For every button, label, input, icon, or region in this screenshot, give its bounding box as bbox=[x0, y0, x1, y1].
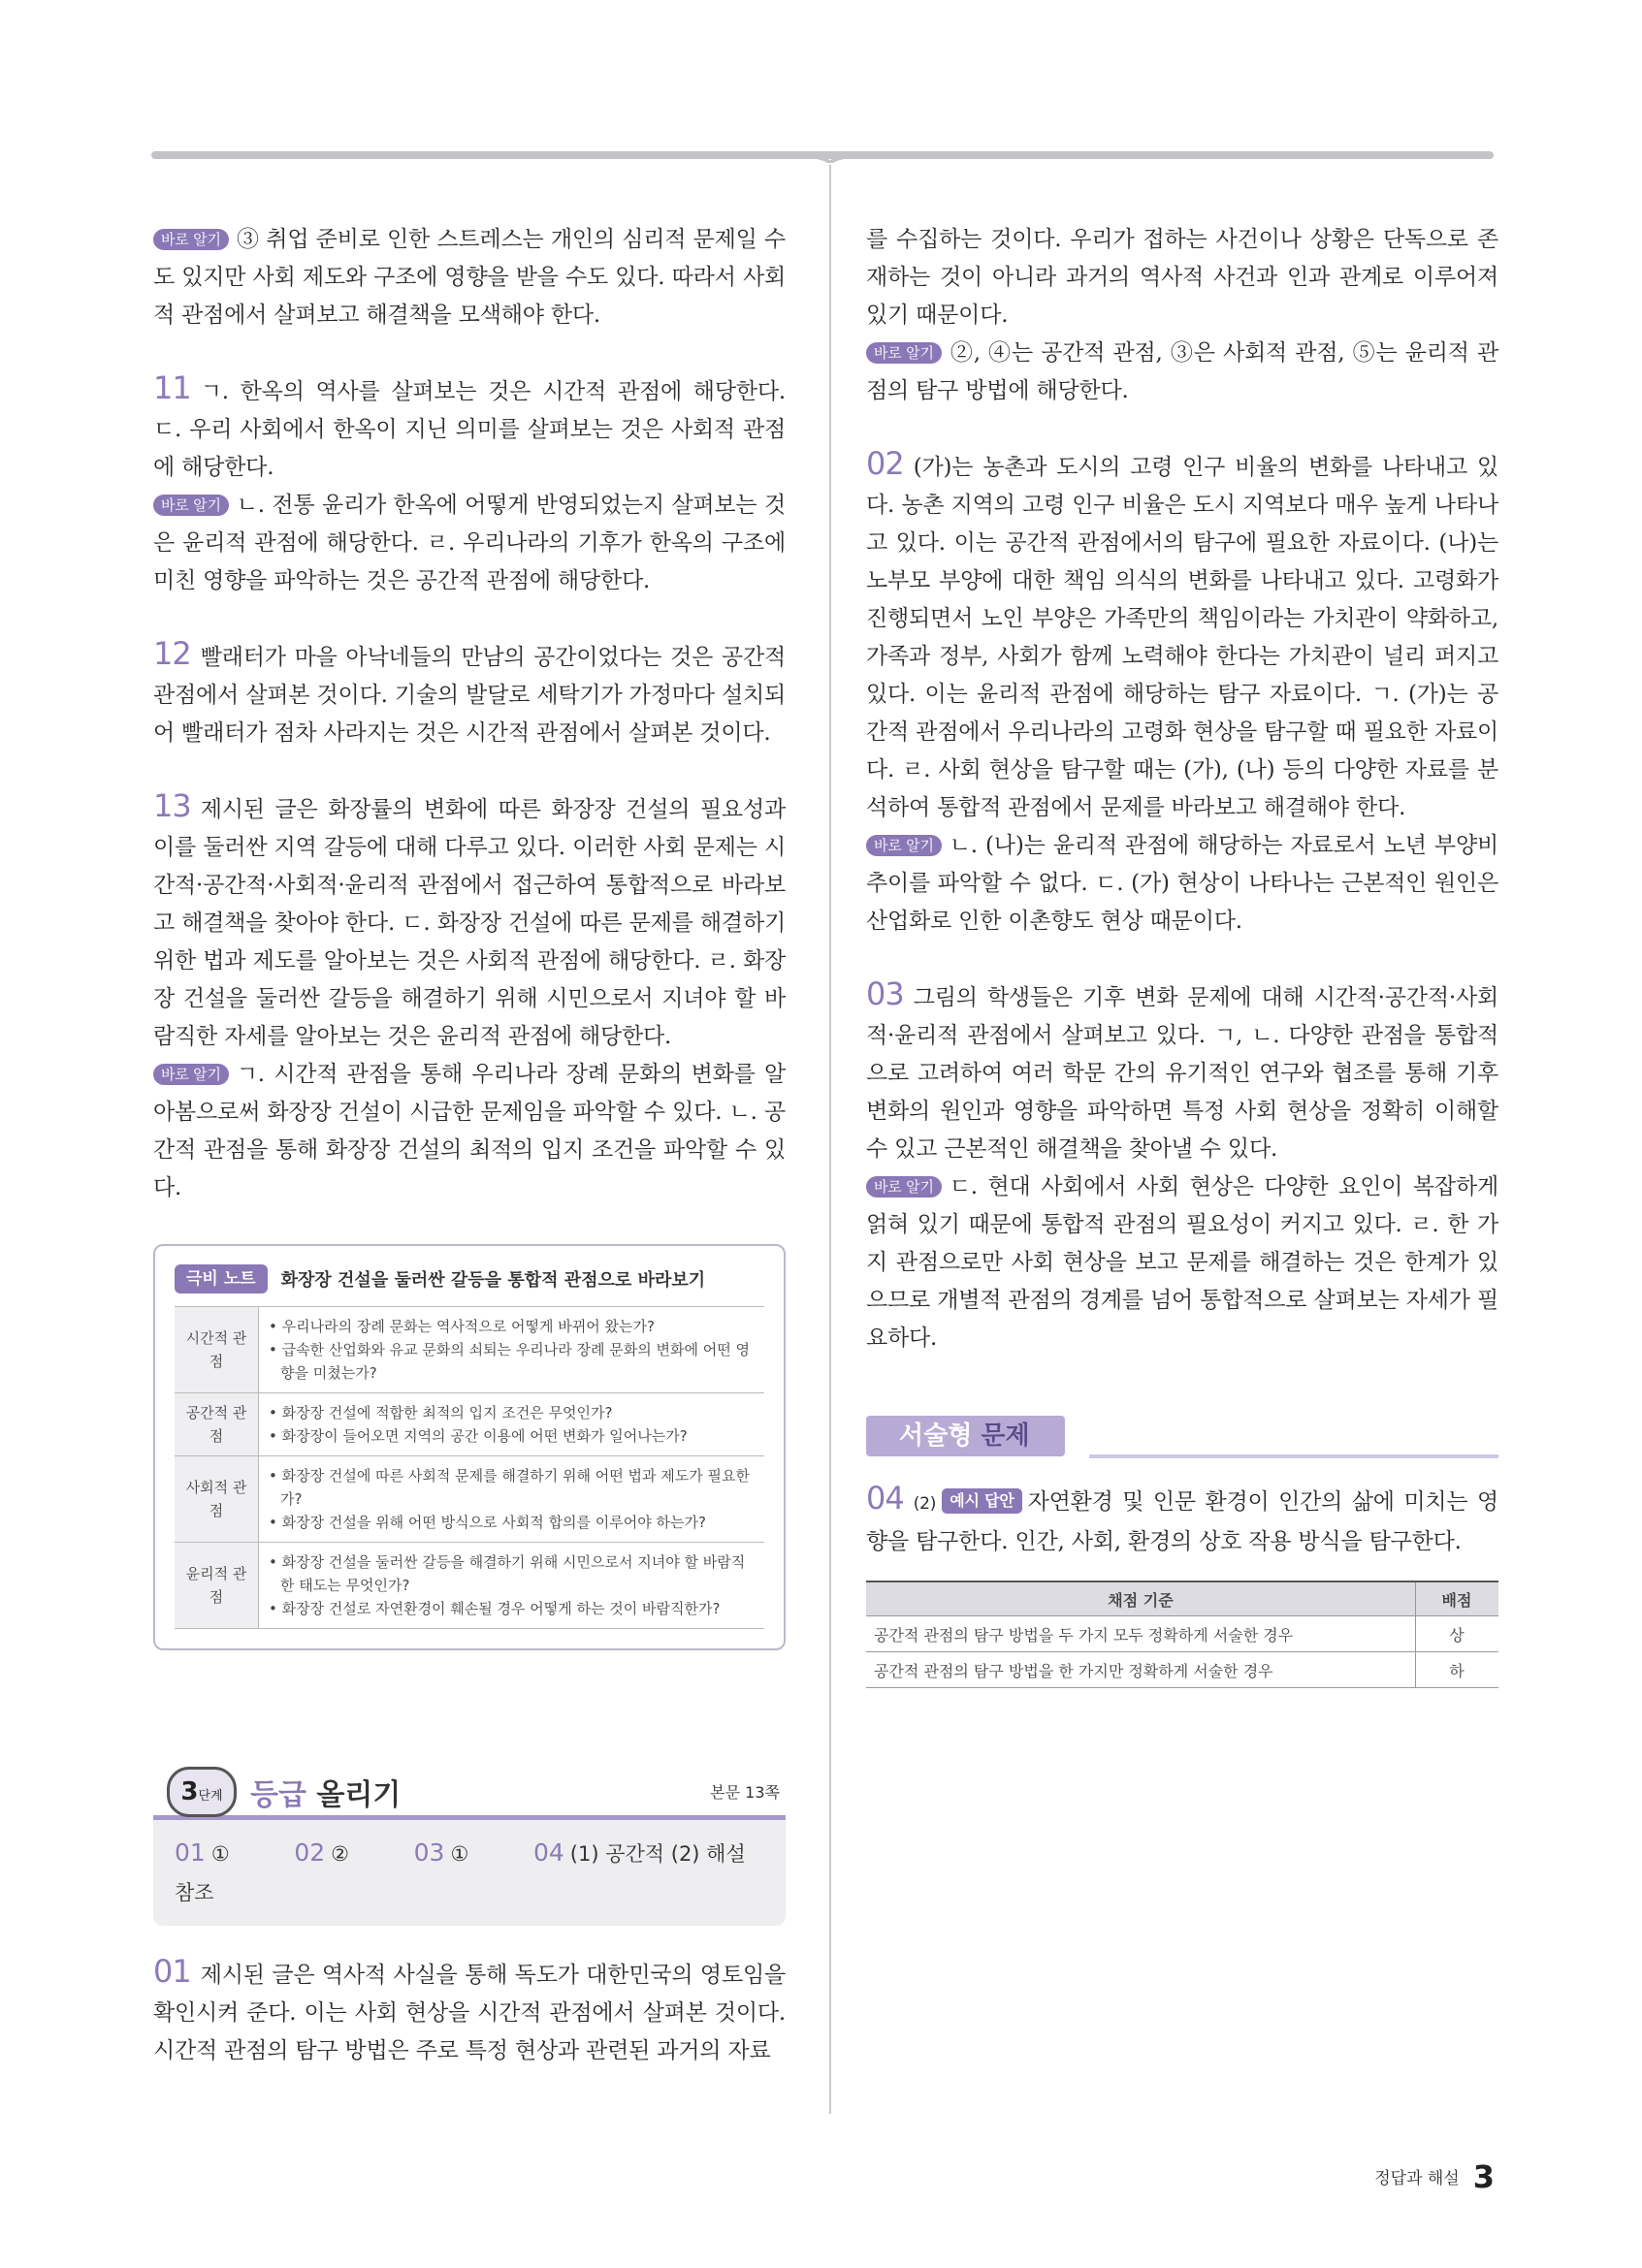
answer-key-tail: 참조 bbox=[175, 1881, 214, 1904]
answer-key-item: 01 ① bbox=[175, 1838, 230, 1867]
scoring-table bbox=[866, 1581, 1498, 1688]
note-row-head: 사회적 관점 bbox=[175, 1456, 259, 1543]
heading-underline bbox=[1089, 1454, 1498, 1458]
example-answer-badge: 예시 답안 bbox=[942, 1488, 1021, 1514]
question-number: 03 bbox=[866, 975, 904, 1012]
stage-title: 등급 올리기 bbox=[250, 1778, 402, 1812]
left-column bbox=[153, 221, 786, 2070]
baro-badge: 바로 알기 bbox=[866, 342, 942, 364]
answer-s03-baro: 바로 알기 ㄷ. 현대 사회에서 사회 현상은 다양한 요인이 복잡하게 얽혀 있기 때문에 통합적 관점의 필요성이 커지고 있다. ㄹ. 한 가지 관점으로만 사회 현상을 보고 문제를 해결하는 것은 한계가 있으므로 개별적 관점의 경계를 넘어 통합적으로 살펴보는 자세가 필요하다. bbox=[866, 1174, 1498, 1351]
baro-badge: 바로 알기 bbox=[153, 229, 229, 250]
scoring-row: 공간적 관점의 탐구 방법을 두 가지 모두 정확하게 서술한 경우 상 bbox=[866, 1616, 1498, 1652]
question-number: 11 bbox=[153, 369, 191, 406]
scoring-points-header: 배점 bbox=[1416, 1581, 1499, 1616]
note-title: 화장장 건설을 둘러싼 갈등을 통합적 관점으로 바라보기 bbox=[280, 1270, 706, 1291]
essay-section-heading bbox=[866, 1416, 1498, 1460]
continued-baro: 바로 알기 ②, ④는 공간적 관점, ③은 사회적 관점, ⑤는 윤리적 관점의 탐구 방법에 해당한다. bbox=[866, 340, 1498, 403]
answer-11-baro: 바로 알기 ㄴ. 전통 윤리가 한옥에 어떻게 반영되었는지 살펴보는 것은 윤리적 관점에 해당한다. ㄹ. 우리나라의 기후가 한옥의 구조에 미친 영향을 파악하는 것은 공간적 관점에 해당한다. bbox=[153, 493, 786, 593]
footer-label: 정답과 해설 bbox=[1374, 2169, 1460, 2188]
continued-paragraph: 를 수집하는 것이다. 우리가 접하는 사건이나 상황은 단독으로 존재하는 것이 아니라 과거의 역사적 사건과 인과 관계로 이루어져 있기 때문이다. bbox=[866, 227, 1498, 328]
note-row-head: 공간적 관점 bbox=[175, 1393, 259, 1456]
answer-key-item: 02 ② bbox=[294, 1838, 349, 1867]
answer-12: 12 빨래터가 마을 아낙네들의 만남의 공간이었다는 것은 공간적 관점에서 살펴본 것이다. 기술의 발달로 세탁기가 가정마다 설치되어 빨래터가 점차 사라지는 것은 시간적 관점에서 살펴본 것이다. bbox=[153, 635, 786, 746]
answer-13-baro: 바로 알기 ㄱ. 시간적 관점을 통해 우리나라 장례 문화의 변화를 알아봄으로써 화장장 건설이 시급한 문제임을 파악할 수 있다. ㄴ. 공간적 관점을 통해 화장장 건설의 최적의 입지 조건을 파악할 수 있다. bbox=[153, 1062, 786, 1200]
question-number: 02 bbox=[866, 445, 904, 482]
scoring-criteria-header: 채점 기준 bbox=[866, 1581, 1416, 1616]
stage-number-badge: 3단계 bbox=[167, 1767, 237, 1817]
intro-paragraph: 바로 알기 ③ 취업 준비로 인한 스트레스는 개인의 심리적 문제일 수도 있지만 사회 제도와 구조에 영향을 받을 수도 있다. 따라서 사회적 관점에서 살펴보고 해결책을 모색해야 한다. bbox=[153, 227, 786, 328]
page-number: 3 bbox=[1472, 2158, 1495, 2195]
answer-key-item: 04 (1) 공간적 (2) 해설 bbox=[532, 1838, 746, 1867]
note-row: 윤리적 관점 • 화장장 건설을 둘러싼 갈등을 해결하기 위해 시민으로서 지녀야 할 바람직한 태도는 무엇인가? • 화장장 건설로 자연환경이 훼손될 경우 어떻게 하는 것이 바람직한가? bbox=[175, 1543, 764, 1629]
right-column bbox=[866, 221, 1498, 1688]
answer-key-item: 03 ① bbox=[413, 1838, 469, 1867]
baro-badge: 바로 알기 bbox=[153, 495, 229, 516]
note-row: 시간적 관점 • 우리나라의 장례 문화는 역사적으로 어떻게 바뀌어 왔는가? • 급속한 산업화와 유교 문화의 쇠퇴는 우리나라 장례 문화의 변화에 어떤 영향을 미쳤는가? bbox=[175, 1307, 764, 1393]
answer-11: 11 ㄱ. 한옥의 역사를 살펴보는 것은 시간적 관점에 해당한다. ㄷ. 우리 사회에서 한옥이 지닌 의미를 살펴보는 것은 사회적 관점에 해당한다. bbox=[153, 369, 786, 480]
note-table bbox=[175, 1306, 764, 1629]
note-badge: 극비 노트 bbox=[175, 1264, 268, 1294]
answer-s03: 03 그림의 학생들은 기후 변화 문제에 대해 시간적·공간적·사회적·윤리적 관점에서 살펴보고 있다. ㄱ, ㄴ. 다양한 관점을 통합적으로 고려하여 여러 학문 간의 유기적인 연구와 협조를 통해 기후 변화의 원인과 영향을 파악하면 특정 사회 현상을 정확히 이해할 수 있고 근본적인 해결책을 찾아낼 수 있다. bbox=[866, 975, 1498, 1162]
note-row: 공간적 관점 • 화장장 건설에 적합한 최적의 입지 조건은 무엇인가? • 화장장이 들어오면 지역의 공간 이용에 어떤 변화가 일어나는가? bbox=[175, 1393, 764, 1456]
baro-badge: 바로 알기 bbox=[866, 1176, 942, 1198]
baro-badge: 바로 알기 bbox=[153, 1064, 229, 1085]
stage-heading bbox=[153, 1767, 786, 1820]
answer-s02-baro: 바로 알기 ㄴ. (나)는 윤리적 관점에 해당하는 자료로서 노년 부양비 추이를 파악할 수 없다. ㄷ. (가) 현상이 나타나는 근본적인 원인은 산업화로 인한 이촌향도 현상 때문이다. bbox=[866, 833, 1498, 934]
baro-badge: 바로 알기 bbox=[866, 835, 942, 856]
note-row-head: 시간적 관점 bbox=[175, 1307, 259, 1393]
question-number: 04 bbox=[866, 1480, 904, 1517]
answer-s04: 04 (2) 예시 답안 자연환경 및 인문 환경이 인간의 삶에 미치는 영향을 탐구한다. 인간, 사회, 환경의 상호 작용 방식을 탐구한다. bbox=[866, 1480, 1498, 1554]
column-divider bbox=[829, 165, 831, 2114]
note-row-head: 윤리적 관점 bbox=[175, 1543, 259, 1629]
page-reference: 본문 13쪽 bbox=[710, 1783, 780, 1802]
page-footer bbox=[1374, 2158, 1495, 2195]
question-number: 01 bbox=[153, 1953, 191, 1990]
answer-s02: 02 (가)는 농촌과 도시의 고령 인구 비율의 변화를 나타내고 있다. 농촌 지역의 고령 인구 비율은 도시 지역보다 매우 높게 나타나고 있다. 이는 공간적 관점에서의 탐구에 필요한 자료이다. (나)는 노부모 부양에 대한 책임 의식의 변화를 나타내고 있다. 고령화가 진행되면서 노인 부양은 가족만의 책임이라는 가치관이 약화하고, 가족과 정부, 사회가 함께 노력해야 한다는 가치관이 널리 퍼지고 있다. 이는 윤리적 관점에 해당하는 탐구 자료이다. ㄱ. (가)는 공간적 관점에서 우리나라의 고령화 현상을 탐구할 때 필요한 자료이다. ㄹ. 사회 현상을 탐구할 때는 (가), (나) 등의 다양한 자료를 분석하여 통합적 관점에서 문제를 바라보고 해결해야 한다. bbox=[866, 445, 1498, 820]
answer-13: 13 제시된 글은 화장률의 변화에 따른 화장장 건설의 필요성과 이를 둘러싼 지역 갈등에 대해 다루고 있다. 이러한 사회 문제는 시간적·공간적·사회적·윤리적 관점에서 접근하여 통합적으로 바라보고 해결책을 찾아야 한다. ㄷ. 화장장 건설에 따른 문제를 해결하기 위한 법과 제도를 알아보는 것은 사회적 관점에 해당한다. ㄹ. 화장장 건설을 둘러싼 갈등을 해결하기 위해 시민으로서 지녀야 할 바람직한 자세를 알아보는 것은 윤리적 관점에 해당한다. bbox=[153, 787, 786, 1049]
note-header bbox=[175, 1260, 764, 1298]
answer-key-box bbox=[153, 1820, 786, 1926]
answer-s01: 01 제시된 글은 역사적 사실을 통해 독도가 대한민국의 영토임을 확인시켜 준다. 이는 사회 현상을 시간적 관점에서 살펴본 것이다. 시간적 관점의 탐구 방법은 주로 특정 현상과 관련된 과거의 자료 bbox=[153, 1953, 786, 2063]
question-number: 12 bbox=[153, 635, 191, 672]
essay-section-title: 서술형 문제 bbox=[866, 1416, 1065, 1456]
note-box bbox=[153, 1244, 786, 1650]
scoring-row: 공간적 관점의 탐구 방법을 한 가지만 정확하게 서술한 경우 하 bbox=[866, 1652, 1498, 1688]
note-row: 사회적 관점 • 화장장 건설에 따른 사회적 문제를 해결하기 위해 어떤 법과 제도가 필요한가? • 화장장 건설을 위해 어떤 방식으로 사회적 합의를 이루어야 하는가? bbox=[175, 1456, 764, 1543]
top-decorative-bar bbox=[151, 147, 1494, 163]
question-number: 13 bbox=[153, 787, 191, 824]
